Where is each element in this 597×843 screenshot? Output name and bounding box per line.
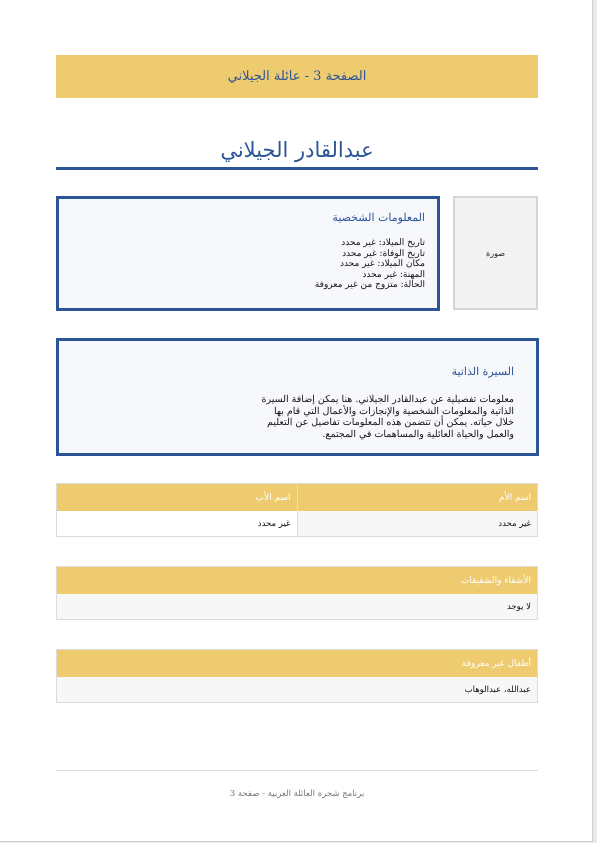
biography-box [56, 338, 539, 456]
person-name-heading: عبدالقادر الجيلاني [220, 138, 374, 162]
page-header-band [56, 55, 538, 98]
parents-table-header [57, 484, 537, 511]
status-line: الحالة: متزوج من غير معروفة [314, 280, 425, 290]
table-row [57, 511, 537, 536]
heading-underline [56, 167, 538, 170]
siblings-cell: لا يوجد [57, 594, 537, 619]
page-footer: برنامج شجرة العائلة العربية - صفحة 3 [229, 789, 365, 799]
page-header-title: الصفحة 3 - عائلة الجيلاني [227, 69, 367, 84]
death-date-line: تاريخ الوفاة: غير محدد [342, 248, 425, 259]
birth-date-line: تاريخ الميلاد: غير محدد [341, 238, 425, 248]
photo-label: صورة [486, 248, 505, 258]
mother-name-cell: غير محدد [298, 511, 538, 536]
children-cell: عبدالله، عبدالوهاب [57, 677, 537, 702]
children-table [56, 649, 538, 703]
father-name-cell: غير محدد [57, 511, 298, 536]
biography-text: معلومات تفصيلية عن عبدالقادر الجيلاني. هنا يمكن إضافة السيرة الذاتية والمعلومات الشخصية والإنجازات والأعمال التي قام بها خلال حياته. يمكن أن تتضمن هذه المعلومات تفاصيل عن التعليم والعمل والحياة العائلية والمساهمات في المجتمع. [261, 394, 514, 440]
biography-title: السيرة الذاتية [451, 365, 514, 378]
table-row [57, 677, 537, 702]
footer-divider [56, 770, 538, 771]
father-name-header: اسم الأب [57, 484, 298, 511]
children-header: أطفال غير معروفة [461, 658, 531, 669]
profession-line: المهنة: غير محدد [362, 269, 425, 280]
birth-place-line: مكان الميلاد: غير محدد [339, 259, 425, 269]
photo-placeholder [453, 196, 538, 310]
siblings-header: الأشقاء والشقيقات [460, 575, 531, 586]
parents-table [56, 483, 538, 537]
personal-info-title: المعلومات الشخصية [332, 211, 425, 224]
mother-name-header: اسم الأم [498, 492, 531, 503]
children-table-header [57, 650, 537, 677]
table-row [57, 594, 537, 619]
personal-info-box [56, 196, 440, 311]
siblings-table [56, 566, 538, 620]
siblings-table-header [57, 567, 537, 594]
